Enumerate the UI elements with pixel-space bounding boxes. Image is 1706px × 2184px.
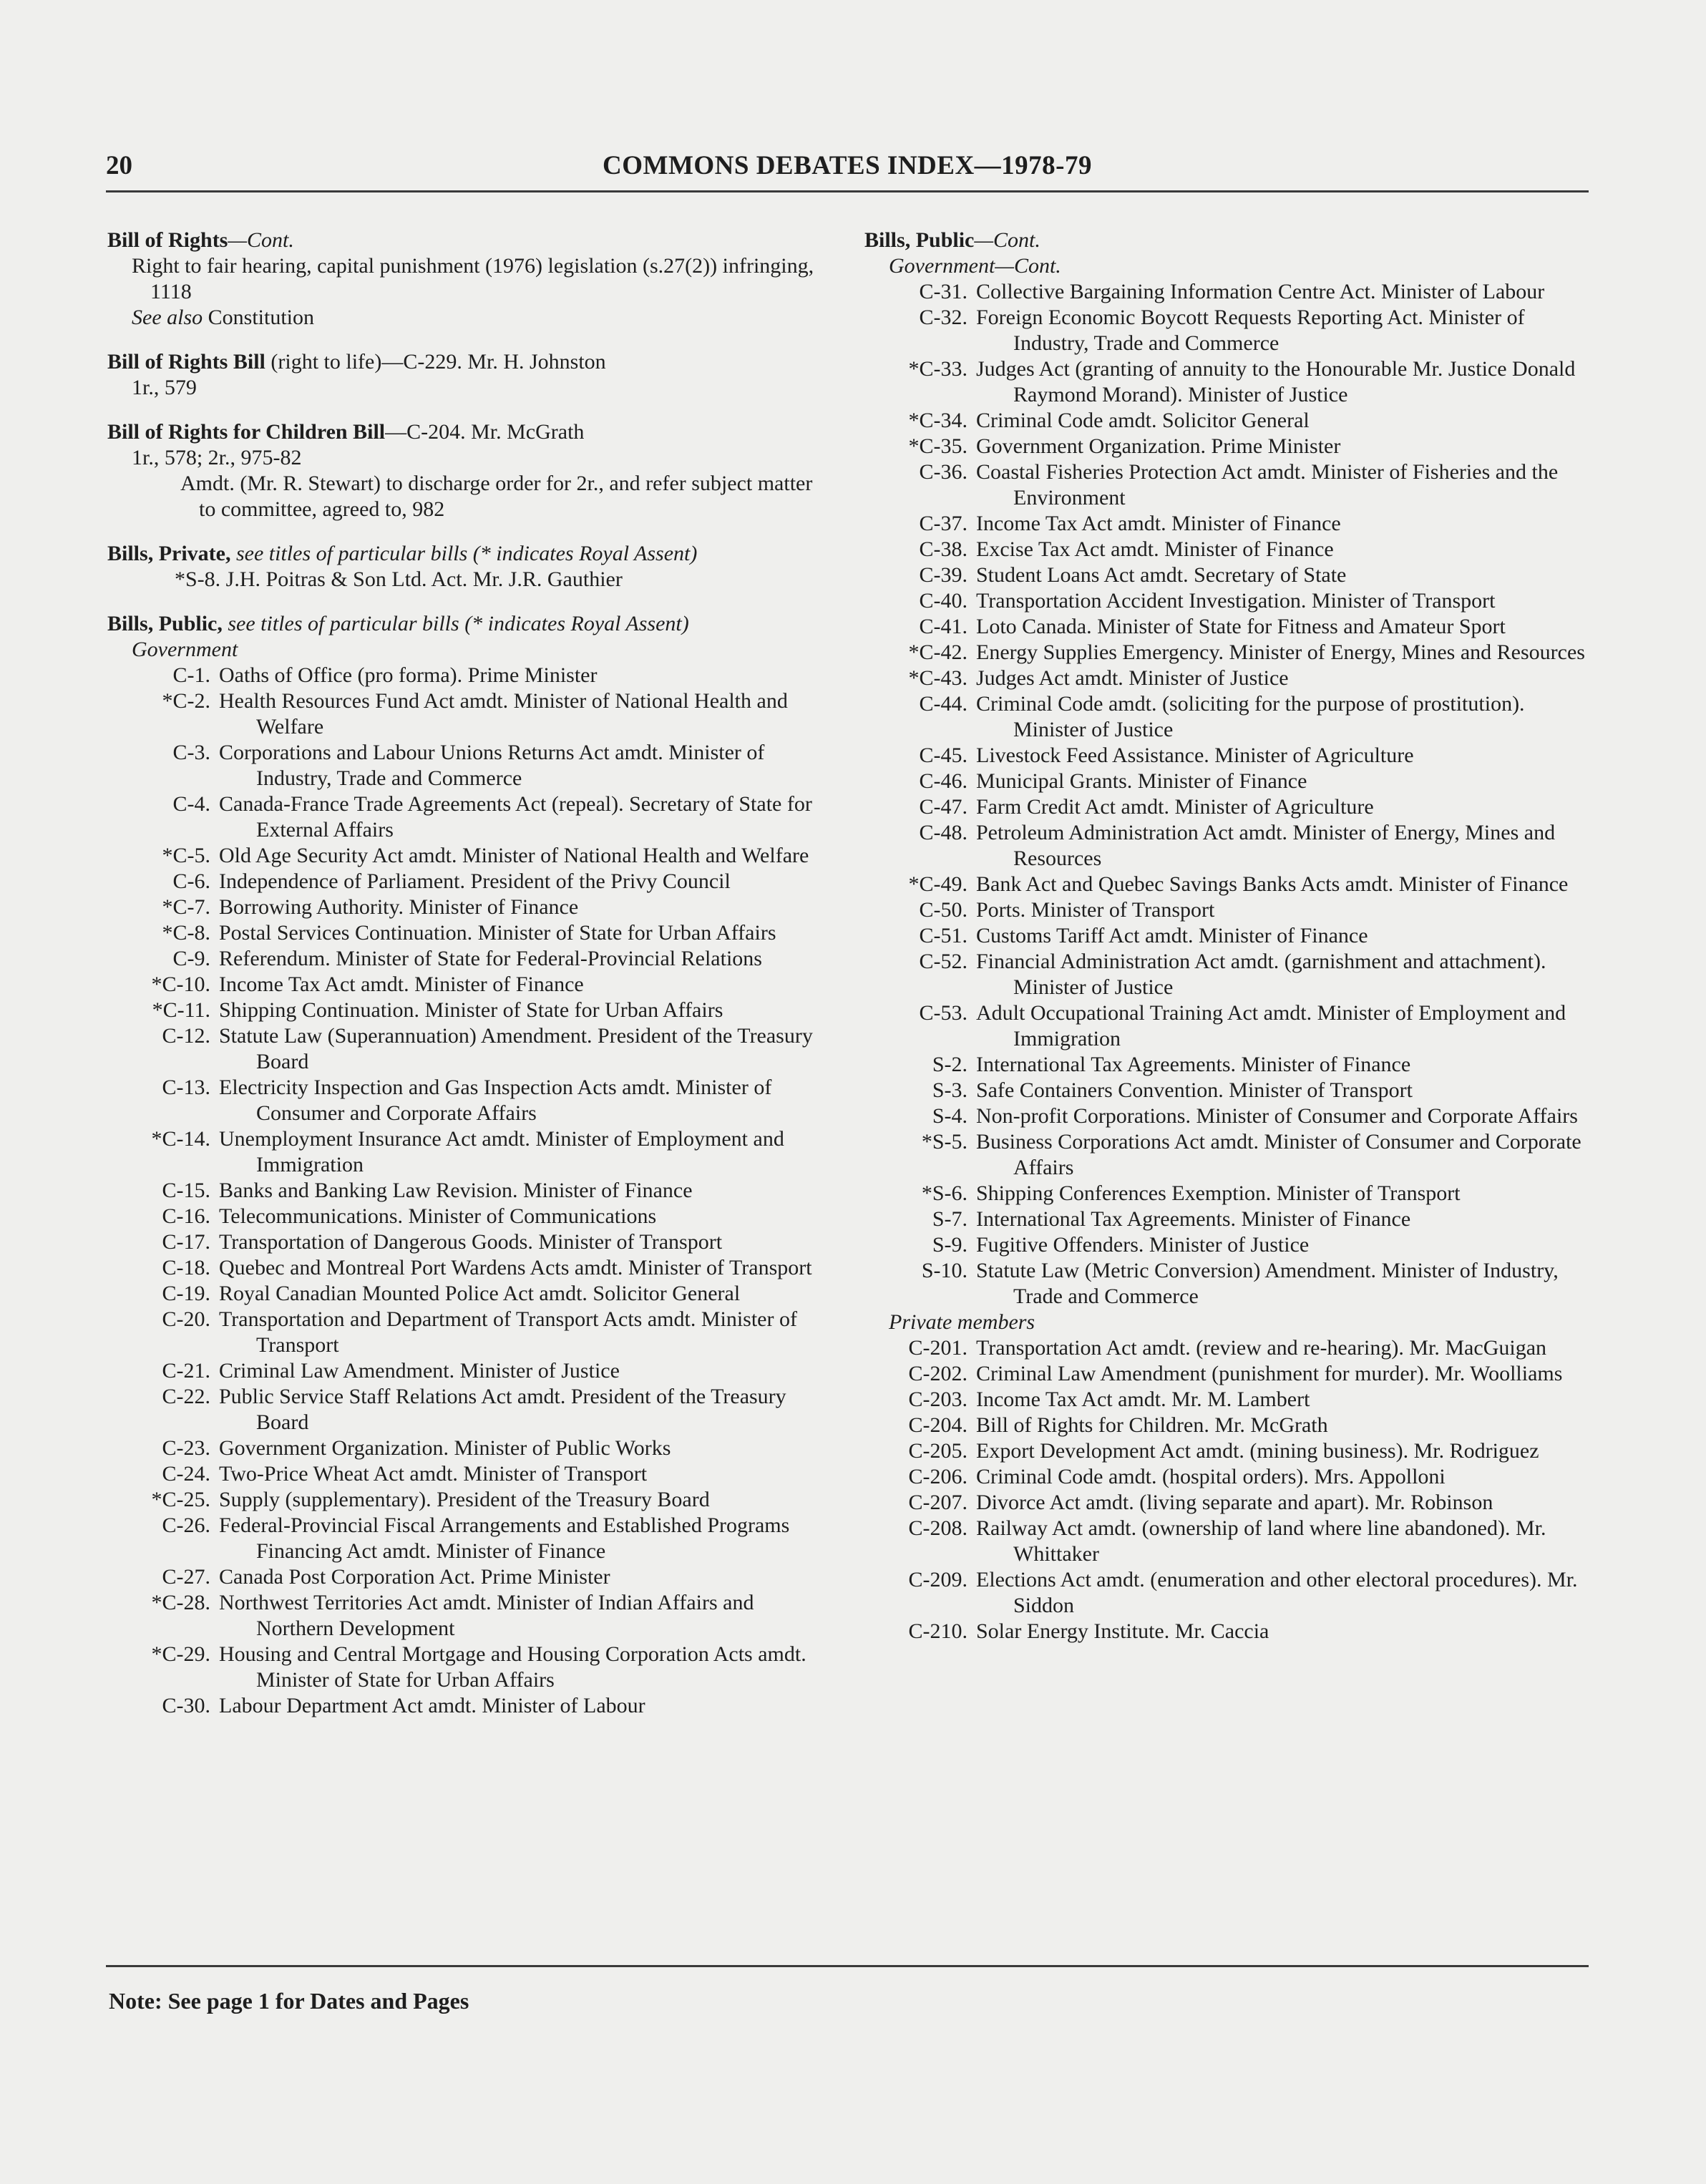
- entry-heading: Bill of Rights: [107, 228, 228, 252]
- cont-label: —Cont.: [974, 228, 1040, 252]
- bill-entry: [864, 820, 1587, 872]
- bill-entry: [107, 1023, 830, 1075]
- bill-description: Non-profit Corporations. Minister of Consumer and Corporate Affairs: [976, 1104, 1578, 1128]
- bill-number: C-46.: [919, 769, 967, 793]
- bill-number: *C-14.: [151, 1127, 210, 1151]
- bill-list-private: [864, 1335, 1587, 1644]
- bill-number: C-22.: [162, 1385, 210, 1408]
- bill-number: C-1.: [172, 663, 210, 687]
- bill-number: C-18.: [162, 1256, 210, 1279]
- bill-description: Independence of Parliament. President of the Privy Council: [219, 869, 731, 893]
- bill-number: C-203.: [908, 1388, 967, 1411]
- bill-number: C-12.: [162, 1024, 210, 1048]
- bill-description: Ports. Minister of Transport: [976, 898, 1215, 922]
- bill-entry: [864, 588, 1587, 614]
- bill-entry: [107, 1307, 830, 1358]
- bill-number: S-7.: [932, 1207, 967, 1231]
- bill-number: C-207.: [908, 1491, 967, 1514]
- bill-description: Judges Act (granting of annuity to the Honourable Mr. Justice Donald Raymond Morand). Minister of Justice: [976, 357, 1576, 406]
- bill-description: Oaths of Office (pro forma). Prime Minister: [219, 663, 598, 687]
- bill-description: Bill of Rights for Children. Mr. McGrath: [976, 1413, 1328, 1437]
- bill-number: *C-42.: [908, 640, 967, 664]
- bill-description: Loto Canada. Minister of State for Fitness and Amateur Sport: [976, 615, 1506, 638]
- bill-description: Financial Administration Act amdt. (garnishment and attachment). Minister of Justice: [976, 950, 1546, 999]
- bill-entry: [864, 872, 1587, 897]
- bill-number: C-30.: [162, 1694, 210, 1717]
- bill-number: *C-10.: [151, 972, 210, 996]
- bill-description: Transportation of Dangerous Goods. Minister of Transport: [219, 1230, 723, 1254]
- bill-entry: [864, 743, 1587, 769]
- bill-number: C-26.: [162, 1513, 210, 1537]
- bill-description: Government Organization. Prime Minister: [976, 434, 1341, 458]
- bill-description: Customs Tariff Act amdt. Minister of Finance: [976, 924, 1368, 947]
- bill-number: S-9.: [932, 1233, 967, 1257]
- bill-entry: [864, 1206, 1587, 1232]
- page-header: [106, 150, 1589, 192]
- bill-number: *C-34.: [908, 409, 967, 432]
- bill-number: C-40.: [919, 589, 967, 613]
- bill-description: Transportation Accident Investigation. Minister of Transport: [976, 589, 1496, 613]
- bill-description: Divorce Act amdt. (living separate and apart). Mr. Robinson: [976, 1491, 1493, 1514]
- bill-entry: [864, 1103, 1587, 1129]
- bill-entry: [864, 1413, 1587, 1438]
- bill-description: Shipping Continuation. Minister of State for Urban Affairs: [219, 998, 723, 1022]
- bill-entry: [107, 843, 830, 869]
- bill-number: C-44.: [919, 692, 967, 716]
- bill-number: C-13.: [162, 1076, 210, 1099]
- bill-number: C-32.: [919, 306, 967, 329]
- bill-number: *C-29.: [151, 1642, 210, 1666]
- bill-description: Two-Price Wheat Act amdt. Minister of Transport: [219, 1462, 648, 1486]
- bill-entry: [107, 1564, 830, 1590]
- bill-number: C-38.: [919, 537, 967, 561]
- bill-description: Coastal Fisheries Protection Act amdt. Minister of Fisheries and the Environment: [976, 460, 1559, 510]
- see-also-label: See also: [132, 306, 203, 329]
- bill-description: Student Loans Act amdt. Secretary of State: [976, 563, 1347, 587]
- bill-description: Municipal Grants. Minister of Finance: [976, 769, 1307, 793]
- bill-description: Telecommunications. Minister of Communications: [219, 1204, 657, 1228]
- bill-number: C-24.: [162, 1462, 210, 1486]
- entry-subitem: Amdt. (Mr. R. Stewart) to discharge order for 2r., and refer subject matter to committee, agreed to, 982: [180, 472, 813, 521]
- bill-entry: [864, 794, 1587, 820]
- bill-description: Railway Act amdt. (ownership of land where line abandoned). Mr. Whittaker: [976, 1516, 1546, 1566]
- bill-description: Elections Act amdt. (enumeration and other electoral procedures). Mr. Siddon: [976, 1568, 1578, 1617]
- entry-bill-of-rights-for-children: [107, 419, 830, 522]
- bill-entry: [107, 688, 830, 740]
- bill-number: C-206.: [908, 1465, 967, 1488]
- entry-bills-private: [107, 541, 830, 593]
- bill-description: Federal-Provincial Fiscal Arrangements and Established Programs Financing Act amdt. Minister of Finance: [219, 1513, 790, 1563]
- bill-description: Transportation Act amdt. (review and re-hearing). Mr. MacGuigan: [976, 1336, 1547, 1360]
- bill-description: Government Organization. Minister of Public Works: [219, 1436, 671, 1460]
- bill-number: *C-49.: [908, 872, 967, 896]
- entry-subitem: 1r., 578; 2r., 975-82: [132, 446, 302, 469]
- bill-description: Petroleum Administration Act amdt. Minister of Energy, Mines and Resources: [976, 821, 1556, 870]
- bill-entry: [107, 1255, 830, 1281]
- bill-description: International Tax Agreements. Minister of Finance: [976, 1207, 1411, 1231]
- bill-description: Public Service Staff Relations Act amdt. President of the Treasury Board: [219, 1385, 786, 1434]
- bill-entry: [864, 1438, 1587, 1464]
- bill-number: C-4.: [172, 792, 210, 816]
- see-also-line: [107, 305, 830, 331]
- bill-number: C-210.: [908, 1619, 967, 1643]
- bill-description: Corporations and Labour Unions Returns Act amdt. Minister of Industry, Trade and Commerce: [219, 741, 765, 790]
- bill-description: Solar Energy Institute. Mr. Caccia: [976, 1619, 1269, 1643]
- bill-number: *C-33.: [908, 357, 967, 381]
- bill-number: S-4.: [932, 1104, 967, 1128]
- entry-bill-of-rights-bill: [107, 349, 830, 401]
- bill-description: Referendum. Minister of State for Federal-Provincial Relations: [219, 947, 762, 970]
- bill-entry: [864, 1619, 1587, 1644]
- footer-rule: [106, 1965, 1589, 1967]
- bill-description: Income Tax Act amdt. Minister of Finance: [976, 512, 1341, 535]
- footer-note: Note: See page 1 for Dates and Pages: [109, 1988, 469, 2014]
- bill-number: *C-7.: [162, 895, 210, 919]
- bill-number: C-52.: [919, 950, 967, 973]
- bill-description: Income Tax Act amdt. Minister of Finance: [219, 972, 584, 996]
- bill-number: C-50.: [919, 898, 967, 922]
- bill-description: Shipping Conferences Exemption. Minister of Transport: [976, 1181, 1461, 1205]
- bill-entry: [107, 1126, 830, 1178]
- bill-description: Bank Act and Quebec Savings Banks Acts amdt. Minister of Finance: [976, 872, 1569, 896]
- bill-description: Old Age Security Act amdt. Minister of National Health and Welfare: [219, 844, 809, 867]
- bill-description: Excise Tax Act amdt. Minister of Finance: [976, 537, 1334, 561]
- bill-description: Borrowing Authority. Minister of Finance: [219, 895, 579, 919]
- bill-entry: [864, 769, 1587, 794]
- bill-description: Supply (supplementary). President of the Treasury Board: [219, 1488, 710, 1511]
- bill-number: C-6.: [172, 869, 210, 893]
- bill-entry: [864, 434, 1587, 459]
- bill-entry: [107, 1204, 830, 1229]
- bill-description: Criminal Law Amendment (punishment for murder). Mr. Woolliams: [976, 1362, 1563, 1385]
- bill-entry: [107, 894, 830, 920]
- bill-number: *C-8.: [162, 921, 210, 945]
- bill-description: Business Corporations Act amdt. Minister of Consumer and Corporate Affairs: [976, 1130, 1581, 1179]
- bill-number: C-39.: [919, 563, 967, 587]
- bill-number: S-3.: [932, 1078, 967, 1102]
- bill-entry: [864, 1232, 1587, 1258]
- bill-number: C-19.: [162, 1282, 210, 1305]
- bill-entry: [107, 1229, 830, 1255]
- bill-number: C-17.: [162, 1230, 210, 1254]
- bill-description: Livestock Feed Assistance. Minister of Agriculture: [976, 744, 1414, 767]
- bill-entry: [864, 1361, 1587, 1387]
- entry-subitem: 1r., 579: [132, 376, 197, 399]
- bill-entry: [107, 1487, 830, 1513]
- bill-entry: [107, 1075, 830, 1126]
- bill-entry: [864, 1052, 1587, 1078]
- bill-description: International Tax Agreements. Minister of Finance: [976, 1053, 1411, 1076]
- group-label-private-members: Private members: [889, 1310, 1035, 1334]
- bill-entry: [864, 1464, 1587, 1490]
- bill-description: Criminal Code amdt. Solicitor General: [976, 409, 1310, 432]
- bill-number: C-53.: [919, 1001, 967, 1025]
- group-label-government: Government: [132, 638, 238, 661]
- bill-entry: [107, 740, 830, 791]
- entry-heading: Bills, Public,: [107, 612, 223, 635]
- bill-description: Fugitive Offenders. Minister of Justice: [976, 1233, 1310, 1257]
- bill-entry: [107, 1178, 830, 1204]
- entry-bill-of-rights: [107, 228, 830, 331]
- bill-description: Safe Containers Convention. Minister of Transport: [976, 1078, 1413, 1102]
- bill-description: Export Development Act amdt. (mining business). Mr. Rodriguez: [976, 1439, 1539, 1463]
- bill-number: C-202.: [908, 1362, 967, 1385]
- bill-entry: [864, 1567, 1587, 1619]
- bill-entry: [864, 356, 1587, 408]
- bill-description: Energy Supplies Emergency. Minister of Energy, Mines and Resources: [976, 640, 1585, 664]
- bill-entry: [107, 1590, 830, 1642]
- bill-description: Health Resources Fund Act amdt. Minister of National Health and Welfare: [219, 689, 788, 738]
- bill-number: C-205.: [908, 1439, 967, 1463]
- bill-entry: [107, 1461, 830, 1487]
- bill-entry: [864, 923, 1587, 949]
- bill-entry: [864, 691, 1587, 743]
- bill-description: Criminal Law Amendment. Minister of Justice: [219, 1359, 620, 1383]
- entry-bills-public-cont: [864, 228, 1587, 1644]
- bill-description: Unemployment Insurance Act amdt. Minister of Employment and Immigration: [219, 1127, 784, 1176]
- bill-number: C-208.: [908, 1516, 967, 1540]
- bill-number: *S-5.: [921, 1130, 967, 1154]
- bill-entry: [107, 972, 830, 998]
- left-column: [107, 228, 830, 1719]
- bill-description: Postal Services Continuation. Minister of State for Urban Affairs: [219, 921, 776, 945]
- entry-heading-rest: (right to life)—C-229. Mr. H. Johnston: [265, 350, 606, 374]
- entry-subitem: Right to fair hearing, capital punishment (1976) legislation (s.27(2)) infringing, 1118: [132, 254, 814, 303]
- bill-description: Housing and Central Mortgage and Housing Corporation Acts amdt. Minister of State for Urban Affairs: [219, 1642, 806, 1692]
- bill-description: Statute Law (Superannuation) Amendment. President of the Treasury Board: [219, 1024, 813, 1073]
- entry-subitem: *S-8. J.H. Poitras & Son Ltd. Act. Mr. J.R. Gauthier: [175, 567, 623, 591]
- bill-number: *C-28.: [151, 1591, 210, 1614]
- bill-entry: [107, 998, 830, 1023]
- entry-heading: Bills, Private,: [107, 542, 231, 565]
- bill-description: Northwest Territories Act amdt. Minister of Indian Affairs and Northern Development: [219, 1591, 754, 1640]
- bill-entry: [107, 920, 830, 946]
- bill-entry: [864, 537, 1587, 562]
- bill-description: Labour Department Act amdt. Minister of Labour: [219, 1694, 645, 1717]
- bill-number: C-36.: [919, 460, 967, 484]
- bill-entry: [107, 1693, 830, 1719]
- bill-number: C-209.: [908, 1568, 967, 1591]
- bill-description: Adult Occupational Training Act amdt. Minister of Employment and Immigration: [976, 1001, 1566, 1050]
- bill-description: Criminal Code amdt. (hospital orders). Mrs. Appolloni: [976, 1465, 1446, 1488]
- bill-number: S-2.: [932, 1053, 967, 1076]
- bill-entry: [864, 1078, 1587, 1103]
- bill-number: C-48.: [919, 821, 967, 844]
- bill-entry: [107, 946, 830, 972]
- bill-description: Banks and Banking Law Revision. Minister of Finance: [219, 1179, 693, 1202]
- bill-entry: [107, 663, 830, 688]
- entry-heading: Bills, Public: [864, 228, 975, 252]
- bill-entry: [107, 1281, 830, 1307]
- bill-entry: [864, 1258, 1587, 1310]
- bill-description: Canada-France Trade Agreements Act (repeal). Secretary of State for External Affairs: [219, 792, 812, 842]
- bill-entry: [864, 408, 1587, 434]
- bill-description: Criminal Code amdt. (soliciting for the purpose of prostitution). Minister of Justice: [976, 692, 1525, 741]
- cont-label: —Cont.: [228, 228, 294, 252]
- bill-description: Transportation and Department of Transport Acts amdt. Minister of Transport: [219, 1307, 797, 1357]
- bill-number: C-201.: [908, 1336, 967, 1360]
- bill-number: C-47.: [919, 795, 967, 819]
- bill-number: *C-2.: [162, 689, 210, 713]
- bill-number: C-20.: [162, 1307, 210, 1331]
- see-also-target: Constitution: [203, 306, 314, 329]
- bill-entry: [107, 1513, 830, 1564]
- bill-number: C-51.: [919, 924, 967, 947]
- entry-heading-rest: —C-204. Mr. McGrath: [385, 420, 585, 444]
- bill-number: C-15.: [162, 1179, 210, 1202]
- entry-heading: Bill of Rights for Children Bill: [107, 420, 386, 444]
- bill-entry: [864, 640, 1587, 666]
- bill-entry: [864, 305, 1587, 356]
- bill-number: *C-25.: [151, 1488, 210, 1511]
- bill-list: [864, 279, 1587, 1310]
- bill-description: Royal Canadian Mounted Police Act amdt. Solicitor General: [219, 1282, 741, 1305]
- bill-number: C-37.: [919, 512, 967, 535]
- bill-entry: [107, 869, 830, 894]
- bill-entry: [864, 1387, 1587, 1413]
- bill-description: Collective Bargaining Information Centre Act. Minister of Labour: [976, 280, 1545, 303]
- bill-entry: [107, 791, 830, 843]
- entry-heading: Bill of Rights Bill: [107, 350, 265, 374]
- bill-entry: [107, 1642, 830, 1693]
- bill-number: *C-35.: [908, 434, 967, 458]
- entry-heading-rest: see titles of particular bills (* indicates Royal Assent): [222, 612, 689, 635]
- bill-number: C-45.: [919, 744, 967, 767]
- bill-description: Canada Post Corporation Act. Prime Minister: [219, 1565, 610, 1589]
- bill-entry: [864, 279, 1587, 305]
- bill-number: C-3.: [172, 741, 210, 764]
- bill-entry: [864, 511, 1587, 537]
- bill-number: C-204.: [908, 1413, 967, 1437]
- bill-number: *S-6.: [921, 1181, 967, 1205]
- bill-entry: [864, 1129, 1587, 1181]
- bill-entry: [864, 562, 1587, 588]
- bill-entry: [864, 1335, 1587, 1361]
- bill-number: S-10.: [921, 1259, 967, 1282]
- page-number: 20: [106, 151, 132, 180]
- bill-entry: [864, 1516, 1587, 1567]
- bill-entry: [864, 1490, 1587, 1516]
- bill-description: Electricity Inspection and Gas Inspection Acts amdt. Minister of Consumer and Corporate Affairs: [219, 1076, 772, 1125]
- bill-entry: [864, 666, 1587, 691]
- bill-number: C-21.: [162, 1359, 210, 1383]
- bill-entry: [864, 897, 1587, 923]
- entry-bills-public: [107, 611, 830, 1719]
- group-label-government-cont: Government—Cont.: [889, 254, 1061, 278]
- bill-entry: [107, 1435, 830, 1461]
- bill-description: Quebec and Montreal Port Wardens Acts amdt. Minister of Transport: [219, 1256, 812, 1279]
- bill-list: [107, 663, 830, 1719]
- bill-description: Farm Credit Act amdt. Minister of Agriculture: [976, 795, 1374, 819]
- bill-entry: [107, 1358, 830, 1384]
- bill-number: C-27.: [162, 1565, 210, 1589]
- bill-description: Judges Act amdt. Minister of Justice: [976, 666, 1289, 690]
- bill-description: Foreign Economic Boycott Requests Reporting Act. Minister of Industry, Trade and Commerce: [976, 306, 1525, 355]
- bill-description: Income Tax Act amdt. Mr. M. Lambert: [976, 1388, 1310, 1411]
- bill-entry: [107, 1384, 830, 1435]
- bill-entry: [864, 1000, 1587, 1052]
- bill-number: *C-11.: [152, 998, 210, 1022]
- bill-number: C-31.: [919, 280, 967, 303]
- bill-number: C-9.: [172, 947, 210, 970]
- bill-number: *C-43.: [908, 666, 967, 690]
- right-column: [864, 228, 1587, 1644]
- entry-heading-rest: see titles of particular bills (* indicates Royal Assent): [230, 542, 698, 565]
- bill-entry: [864, 459, 1587, 511]
- bill-number: C-41.: [919, 615, 967, 638]
- bill-entry: [864, 1181, 1587, 1206]
- bill-number: C-16.: [162, 1204, 210, 1228]
- bill-number: C-23.: [162, 1436, 210, 1460]
- bill-number: *C-5.: [162, 844, 210, 867]
- bill-entry: [864, 614, 1587, 640]
- bill-description: Statute Law (Metric Conversion) Amendment. Minister of Industry, Trade and Commerce: [976, 1259, 1559, 1308]
- page-title: COMMONS DEBATES INDEX—1978-79: [603, 151, 1092, 180]
- bill-entry: [864, 949, 1587, 1000]
